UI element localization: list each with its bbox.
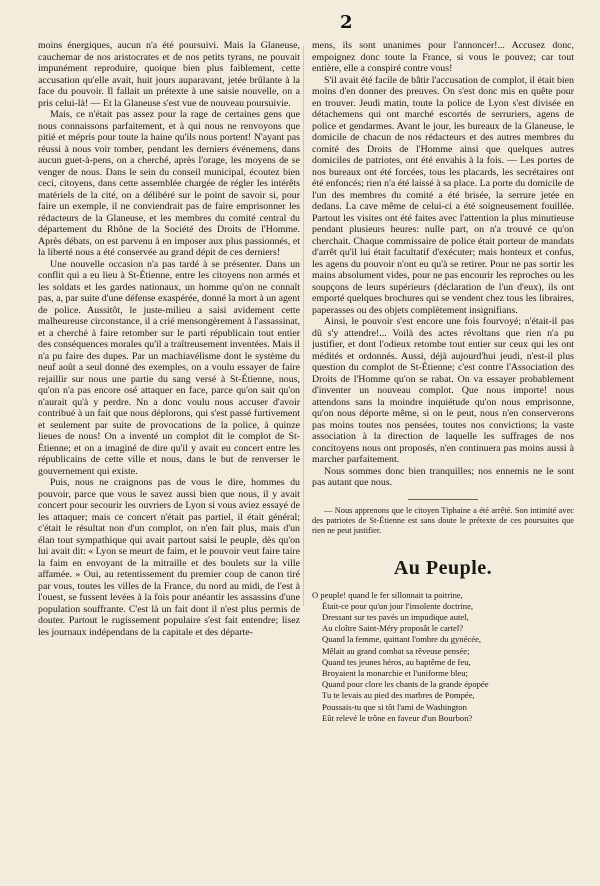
poem-title: Au Peuple. [393, 556, 493, 579]
poem-line: Quand la femme, quittant l'ombre du gynécée, [322, 634, 482, 645]
left-paragraph-1: moins énergiques, aucun n'a été poursuivi. Mais la Glaneuse, cauchemar de nos aristocrates et de nos petits tyrans, ne pouvait impunément reproduire, quoique bien plus faiblement, cette accusation qu'elle avait, huit jours auparavant, jetée brûlante à la face du pouvoir. Il fallait un prétexte à une saisie nouvelle, on a pris celui-là! — Et la Glaneuse s'est vue de nouveau poursuivie. [38, 40, 300, 109]
page-number: 2 [340, 12, 353, 33]
column-divider [303, 46, 304, 606]
poem-line: Était-ce pour qu'un jour l'insolente doctrine, [322, 600, 474, 611]
left-paragraph-3: Une nouvelle occasion n'a pas tardé à se présenter. Dans un conflit qui a eu lieu à St-Étienne, entre les citoyens non armés et les soldats et les gardes nationaux, un homme qu'on ne connaît pas, a, par suite d'une défense exaspérée, donné la mort à un agent de police. Aussitôt, le juste-milieu a saisi avidement cette malheureuse circonstance, il a crié mensongèrement à l'assassinat, et a cherché à faire retomber sur le parti républicain tout entier des conséquences morales qu'il a traîtreusement inventées. Mais il n'a pu faire des dupes. Par un machiavélisme dont le système du neuf août a seul donné des exemples, on a voulu essayer de faire rejaillir sur nous une partie du sang versé à St-Étienne, nous, qu'on n'a pas encore osé attaquer en face, parce qu'on sait qu'on n'aurait qu'à y perdre. Nn a donc voulu nous accuser d'avoir contribué à un fait que nous déplorons, qui s'est passé furtivement et seulement par suite de provocations de la police, à quinze lieues de nous! On a inventé un complot dit le complot de St-Étienne; et on a imaginé de dire qu'il y avait eu concert entre les républicains de cette ville et nous, dans le but de renverser le gouvernement qui existe. [38, 258, 300, 477]
section-rule [408, 499, 478, 500]
poem [312, 590, 574, 724]
right-paragraph-3: Ainsi, le pouvoir s'est encore une fois fourvoyé; n'était-il pas dû s'y attendre!... Voilà des actes révoltans que rien n'a pu justifier, et dont l'odieux retombe tout entier sur ceux qui les ont médités et ordonnés. Aussi, déjà aujourd'hui jeudi, n'est-il plus question du complot de St-Étienne; c'est contre l'Association des Droits de l'Homme qu'on se rabat. On va essayer probablement d'inventer un nouveau complot. Que nous importe! nous attendons sans la moindre inquiétude qu'on nous emprisonne, qu'on nous déporte même, si on le peut, nous n'en conserverons pas moins toutes nos pensées, toutes nos convictions; la vaste association à la direction de laquelle les suffrages de nos concitoyens nous ont proposés, n'en continuera pas moins aussi à marcher parfaitement. [312, 316, 574, 465]
right-paragraph-2: S'il avait été facile de bâtir l'accusation de complot, il était bien moins d'en donner des preuves. On s'est donc mis en quête pour en trouver. Jeudi matin, toute la police de Lyon s'est divisée en détachemens qui ont marché escortés de serruriers, agens de police et gendarmes. Avant le jour, les bureaux de la Glaneuse, le domicile de chacun de nos rédacteurs et des autres membres du comité des Droits de l'Homme ainsi que quelques autres domiciles de patriotes, ont été envahis à la fois. — Les portes de nos bureaux ont été forcées, tous les placards, les secrétaires ont été enfoncés; rien n'a été laissé à sa place. La porte du domicile de l'un des membres du comité a été brisée, la serrure jetée en dedans. La cave même de celui-ci a été soigneusement fouillée. Partout les visites ont été faites avec l'attention la plus minutieuse pendant plusieurs heures: nulle part, on n'a trouvé ce qu'on cherchait. Chaque commissaire de police était porteur de mandats d'arrêt qu'il lui était facultatif d'exécuter; mais honteux et confus, les agens du pouvoir n'ont eu qu'à se retirer. Pour ne pas sortir les mains absolument vides, pour ne pas encourir les reproches ou les soupçons de leurs supérieurs (déclaration de l'un d'eux), ils ont emporté quelques brochures qui se vendent chez tous les libraires, paperasses ou des objets complètement insignifians. [312, 74, 574, 316]
right-paragraph-4: Nous sommes donc bien tranquilles; nos ennemis ne le sont pas autant que nous. [312, 465, 574, 488]
left-paragraph-4: Puis, nous ne craignons pas de vous le dire, hommes du pouvoir, parce que vous le savez aussi bien que nous, il y avait concert pour secourir les ouvriers de Lyon si vous aviez essayé de les attaquer; mais ce concert n'était pas partiel, il était général; c'était le résultat non d'un complot, on n'en fait plus, mais d'un élan tout sympathique qui avait partout saisi le peuple, dès qu'on lui avait dit: « Lyon se meurt de faim, et le pouvoir veut faire taire la faim en envoyant de la mitraille et des boulets sur la ville affamée. » Oui, au retentissement du premier coup de canon tiré par vous, toutes les villes de la France, du nord au midi, de l'est à l'ouest, se fussent levées à la fois pour anéantir les assassins d'une population souffrante. C'est là un fait dont il n'est plus permis de douter. Partout le rugissement populaire s'est fait entendre; lisez les journaux indépendans de la capitale et des départe- [38, 477, 300, 638]
poem-line: Quand pour clore les chants de la grande épopée [322, 679, 489, 690]
poem-line: Mêlait au grand combat sa rêveuse pensée; [322, 645, 470, 656]
right-column [312, 40, 574, 866]
poem-line: Dressant sur tes pavés un impudique autel, [322, 611, 469, 622]
poem-line: Eût relevé le trône en faveur d'un Bourbon? [322, 712, 473, 723]
poem-line: Au cloître Saint-Méry proposât le cartel? [322, 623, 464, 634]
poem-line: Broyaient la monarchie et l'uniforme bleu; [322, 667, 468, 678]
left-column [38, 40, 300, 866]
poem-line: Quand tes jeunes héros, au baptême de feu, [322, 656, 471, 667]
left-paragraph-2: Mais, ce n'était pas assez pour la rage de certaines gens que nous connaissons parfaitement, et à qui nous ne renvoyons que pitié et mépris pour toute la haine qu'ils nous portent! N'ayant pas réussi à nous voir tomber, pendant les derniers événemens, dans aucun guet-à-pens, on a cherché, après l'orage, les moyens de se venger de nous. Dans le sein du conseil municipal, écoutez bien ceci, citoyens, dans cette assemblée chargée de régler les intérêts matériels de la cité, on a délibéré sur le point de savoir si, pour faire un exemple, il ne conviendrait pas de faire emprisonner les rédacteurs de la Glaneuse, et les membres du comité central du département du Rhône de la Société des Droits de l'Homme. Après débats, on est parvenu à en imposer aux plus passionnés, et la liberté nous a été conservée au grand dépit de ces derniers! [38, 109, 300, 258]
poem-line: Poussais-tu que si tôt l'ami de Washington [322, 701, 467, 712]
poem-line: O peuple! quand le fer sillonnait ta poitrine, [312, 589, 463, 600]
right-paragraph-1: mens, ils sont unanimes pour l'annoncer!... Accusez donc, empoignez donc toute la France, si vous le pouvez; car tout entière, elle a conspiré contre vous! [312, 40, 574, 74]
news-brief: — Nous apprenons que le citoyen Tiphaine a été arrêté. Son intimité avec des patriotes de St-Étienne est sans doute le prétexte de ces poursuites que rien ne peut justifier. [312, 505, 574, 535]
poem-line: Tu te levais au pied des marbres de Pompée, [322, 690, 475, 701]
